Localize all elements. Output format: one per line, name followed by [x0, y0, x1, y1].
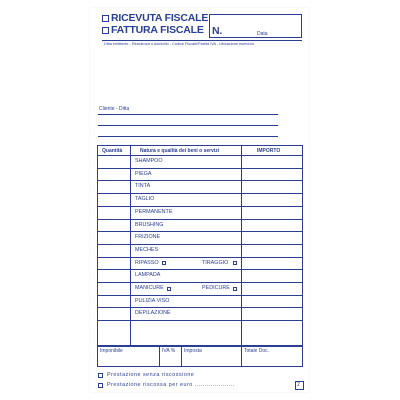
- table-row-line: [97, 282, 303, 283]
- client-line-2[interactable]: [98, 125, 278, 126]
- imponibile-label: Imponibile: [100, 348, 123, 354]
- qty-column-divider: [130, 145, 131, 346]
- table-row-item: FRIZIONE: [135, 234, 161, 240]
- senza-riscossione-checkbox[interactable]: [98, 373, 103, 378]
- table-row-line: [97, 257, 303, 258]
- title-underline: [102, 40, 302, 41]
- table-row-item: PIEGA: [135, 171, 152, 177]
- table-row-line: [97, 219, 303, 220]
- table-row-item: PULIZIA VISO: [135, 298, 170, 304]
- riscossa-label: Prestazione riscossa per euro ....................: [107, 382, 235, 388]
- table-row-item: LAMPADA: [135, 272, 161, 278]
- table-row-line: [97, 193, 303, 194]
- totals-divider-3: [241, 346, 242, 367]
- number-date-box: [209, 14, 302, 38]
- number-label: N.: [212, 25, 223, 37]
- table-header-line: [97, 155, 303, 156]
- manicure-checkbox[interactable]: [167, 287, 171, 291]
- col-description: Natura e qualità dei beni o servizi: [140, 148, 220, 154]
- fattura-checkbox[interactable]: [102, 27, 109, 34]
- totale-label: Totale Doc.: [244, 348, 270, 354]
- pedicure-checkbox[interactable]: [233, 287, 237, 291]
- col-amount: IMPORTO: [257, 148, 281, 154]
- ripasso-checkbox[interactable]: [162, 261, 166, 265]
- table-row-item: SHAMPOO: [135, 158, 163, 164]
- iva-label: IVA %: [162, 348, 176, 354]
- imposta-label: Imposta: [184, 348, 202, 354]
- client-line-3[interactable]: [98, 136, 278, 137]
- pedicure-item: PEDICURE: [202, 285, 230, 291]
- receipt-form: [90, 8, 309, 392]
- ricevuta-checkbox[interactable]: [102, 15, 109, 22]
- table-row-line: [97, 269, 303, 270]
- date-label[interactable]: Data: [257, 31, 268, 37]
- client-label: Cliente - Ditta: [99, 106, 130, 112]
- senza-riscossione-label: Prestazione senza riscossione: [107, 372, 195, 378]
- table-row-line: [97, 168, 303, 169]
- copy-number: 2: [297, 382, 300, 388]
- table-row-item: BRUSHING: [135, 222, 164, 228]
- col-quantity: Quantità: [102, 148, 123, 154]
- tiraggio-item: TIRAGGIO: [202, 260, 229, 266]
- table-row-item: TAGLIO: [135, 196, 155, 202]
- table-row-line: [97, 180, 303, 181]
- title-ricevuta: RICEVUTA FISCALE: [111, 12, 209, 24]
- table-row-item: TINTA: [135, 183, 151, 189]
- table-row-line: [97, 307, 303, 308]
- table-row-item: MECHES: [135, 247, 159, 253]
- table-row-line: [97, 231, 303, 232]
- riscossa-checkbox[interactable]: [98, 383, 103, 388]
- totals-divider-2: [181, 346, 182, 367]
- client-line-1[interactable]: [98, 114, 278, 115]
- table-row-item: DEPILAZIONE: [135, 310, 171, 316]
- items-table: [97, 145, 303, 346]
- title-fattura: FATTURA FISCALE: [111, 24, 204, 36]
- table-row-item: RIPASSO: [135, 260, 159, 266]
- table-row-line: [97, 244, 303, 245]
- table-row-item: MANICURE: [135, 285, 164, 291]
- totals-divider-1: [159, 346, 160, 367]
- table-row-line: [97, 320, 303, 321]
- tiraggio-checkbox[interactable]: [233, 261, 237, 265]
- issuer-caption: Ditta emittente - Residenza o domicilio - Codice Fiscale/Partita IVA - Ubicazione esercizio: [104, 42, 254, 46]
- table-row-line: [97, 295, 303, 296]
- amount-column-divider: [241, 145, 242, 346]
- table-row-item: PERMANENTE: [135, 209, 173, 215]
- table-row-line: [97, 206, 303, 207]
